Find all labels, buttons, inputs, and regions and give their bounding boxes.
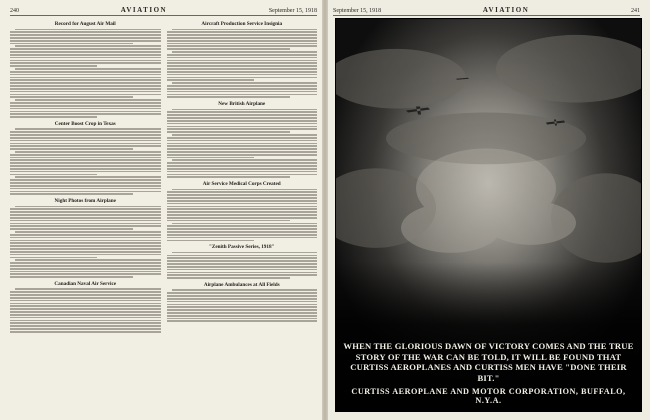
ad-copy [342,341,635,405]
article-body [167,29,318,99]
curtiss-advertisement [335,18,642,412]
article-body [10,288,161,332]
left-running-head [10,6,317,16]
ad-tagline: WHEN THE GLORIOUS DAWN OF VICTORY COMES AND THE TRUE STORY OF THE WAR CAN BE TOLD, IT WILL BE FOUND THAT CURTISS AEROPLANES AND CURTISS MEN HAVE "DONE THEIR BIT." [343,341,634,383]
article [10,121,161,195]
article-heading: Record for August Air Mail [54,21,116,27]
article-body [10,29,161,118]
right-running-head [333,6,640,16]
article-body [167,189,318,242]
binding-gutter [322,0,328,420]
left-column-1 [10,19,161,417]
right-date: September 15, 1918 [333,8,382,14]
article-heading: Air Service Medical Corps Created [202,181,281,188]
left-journal-title: AVIATION [120,6,168,14]
article [167,181,318,241]
article-heading: Aircraft Production Service Insignia [201,21,283,27]
right-page [325,0,650,420]
right-page-number: 241 [630,8,640,14]
article-heading: Canadian Naval Air Service [54,280,117,287]
article-heading: New British Airplane [218,101,266,108]
left-date: September 15, 1918 [268,8,317,14]
article [167,101,318,178]
left-columns [10,19,317,417]
article-heading: Night Photos from Airplane [54,198,116,205]
article-heading: Airplane Ambulances at All Fields [203,281,280,288]
right-journal-title: AVIATION [482,6,530,14]
article [167,244,318,279]
article-body [10,128,161,195]
article [167,282,318,322]
article-heading: "Zenith Passive Series, 1918" [209,244,275,251]
article-body [167,289,318,322]
article-heading: Center Boost Crop in Texas [54,120,116,127]
article-body [10,206,161,278]
article [10,21,161,118]
article [167,21,318,98]
ad-company-name: CURTISS AEROPLANE AND MOTOR CORPORATION, BUFFALO, N.Y.A. [351,387,626,405]
article-body [167,252,318,279]
left-page-number: 240 [10,8,19,14]
article [10,198,161,278]
left-column-2 [167,19,318,417]
article-body [167,109,318,179]
article [10,281,161,333]
